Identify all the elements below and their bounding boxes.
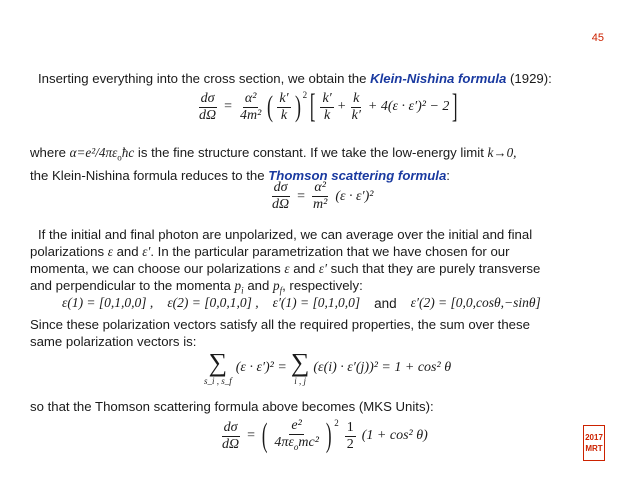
where-text: where (30, 145, 70, 160)
colon: : (446, 167, 450, 183)
eq5-den-sub: o (293, 441, 299, 452)
eq1-k: k (280, 107, 288, 123)
and-word: and (374, 295, 397, 311)
polarization-sum-equation: ∑ s_i , s_f (ε · ε′)² = ∑ i , j (ε(i) · ε′(j))² = 1 + cos² θ (204, 348, 452, 386)
eq1-alpha-sq: α² (244, 90, 257, 106)
unpolarized-line2a: polarizations (30, 244, 108, 259)
unpolarized-paragraph (30, 226, 610, 300)
unpolarized-line1: If the initial and final photon are unpolarized, we can average over the initial and final (38, 227, 533, 242)
intro-year: (1929): (506, 71, 552, 86)
sum-line1: Since these polarization vectors satisfy all the required properties, the sum over these (30, 317, 530, 332)
eq5-den-rest: mc² (298, 435, 319, 450)
eps-prime-symbol-2: ε′ (318, 261, 328, 276)
reduces-text: the Klein-Nishina formula reduces to the (30, 167, 269, 183)
sum-line2: same polarization vectors is: (30, 334, 197, 349)
eq2-lhs-den: dΩ (272, 197, 290, 212)
eq1-k2: k (323, 107, 331, 123)
eq5-e-sq: e² (291, 418, 302, 433)
eq2-lhs-num: dσ (273, 180, 288, 195)
fine-structure-text: is the fine structure constant. If we take the low-energy limit (134, 145, 488, 160)
eq1-tail: + 4(ε · ε′)² − 2 (367, 99, 450, 114)
unpolarized-line3a: momenta, we can choose our polarizations (30, 261, 285, 276)
eq2-rhs-den: m² (313, 197, 328, 212)
eq2-rhs-num: α² (314, 180, 326, 195)
intro-text: Inserting everything into the cross section, we obtain the (38, 71, 371, 86)
alpha-rest: ħc (121, 145, 135, 160)
polarization-vectors (62, 295, 541, 311)
sum-paragraph (30, 316, 610, 350)
mks-units: (MKS Units): (358, 399, 434, 414)
fine-structure-paragraph (30, 144, 610, 184)
unpolarized-line3b: such that they are purely transverse (327, 261, 541, 276)
pf-symbol: p (273, 278, 280, 293)
unpolarized-line4a: and perpendicular to the momenta (30, 278, 235, 293)
eq5-half-num: 1 (346, 419, 354, 435)
page-number: 45 (591, 32, 604, 44)
intro-paragraph (38, 70, 618, 87)
limit-expression: k→0, (487, 145, 517, 160)
sum1-sub: s_i , s_f (204, 376, 232, 386)
eq5-lhs-num: dσ (223, 419, 238, 435)
eq1-kp: k′ (279, 90, 289, 106)
thomson-title: Thomson scattering formula (268, 167, 447, 183)
klein-nishina-title: Klein-Nishina formula (370, 71, 507, 86)
and-text: and (112, 244, 143, 259)
unpolarized-line2b: . In the particular parametrization that we have chosen for our (150, 244, 510, 259)
pi-sub: i (241, 285, 244, 296)
eq5-den: 4πε (274, 435, 294, 450)
sum1-term: (ε · ε′)² = (235, 360, 287, 375)
eps-prime-symbol: ε′ (142, 244, 151, 259)
mks-paragraph (30, 398, 610, 415)
and-text-2: and (289, 261, 319, 276)
badge-author: MRT (585, 444, 603, 453)
thomson-mks-equation: $\frac{d\sigma}{d\Omega}$ = ( $\frac{\text{e²}}{4\pi\varepsilon_omc^2}$ ) $^2$ $\frac{1}{2}$ (1 + cos² θ) (222, 417, 428, 455)
unpolarized-line4b: , respectively: (282, 278, 363, 293)
eps1-prime-vector: ε′(1) = [0,1,0,0] (272, 295, 361, 310)
pi-symbol: p (234, 278, 242, 293)
alpha-definition: α=e²/4πε (69, 145, 118, 160)
eq5-half-den: 2 (346, 436, 354, 452)
eps-symbol: ε (107, 244, 113, 259)
eps2-vector: ε(2) = [0,0,1,0] , (167, 295, 259, 310)
author-badge (583, 425, 605, 461)
eq5-lhs-den: dΩ (222, 436, 240, 452)
eq1-kp2: k′ (322, 90, 332, 106)
eq5-tail: (1 + cos² θ) (361, 428, 428, 444)
alpha-sub: o (117, 152, 122, 163)
pf-sub: f (279, 285, 283, 296)
eq1-lhs-den: dΩ (199, 107, 217, 123)
eq2-tail: (ε · ε′)² (335, 188, 374, 204)
eps2-prime-vector: ε′(2) = [0,0,cosθ,−sinθ] (410, 295, 541, 310)
eq1-four-m-sq: 4m² (240, 107, 262, 123)
and-text-3: and (243, 278, 273, 293)
badge-year: 2017 (585, 433, 603, 442)
eq1-k3: k (353, 90, 360, 106)
eq1-lhs-num: dσ (200, 90, 215, 106)
eps-symbol-2: ε (284, 261, 290, 276)
eps1-vector: ε(1) = [0,1,0,0] , (62, 295, 154, 310)
sum2-term: (ε(i) · ε′(j))² = 1 + cos² θ (313, 360, 452, 375)
sum2-sub: i , j (294, 376, 306, 386)
eq1-kp3: k′ (351, 107, 361, 123)
mks-text: so that the Thomson scattering formula above becomes (30, 399, 359, 414)
klein-nishina-equation: $\frac{d\sigma}{d\Omega}$ = $\frac{\text{α²}}{\text{4m²}}$ ( $\frac{k'}{k}$ ) $^2$ [ $\frac{k'}{k}$ + $\frac{k}{k'}$ + 4(ε · ε′)² − 2 ] (199, 88, 458, 125)
thomson-equation: $\frac{d\sigma}{d\Omega}$ = $\frac{\text{α²}}{\text{m²}}$ (ε · ε′)² (272, 180, 374, 212)
